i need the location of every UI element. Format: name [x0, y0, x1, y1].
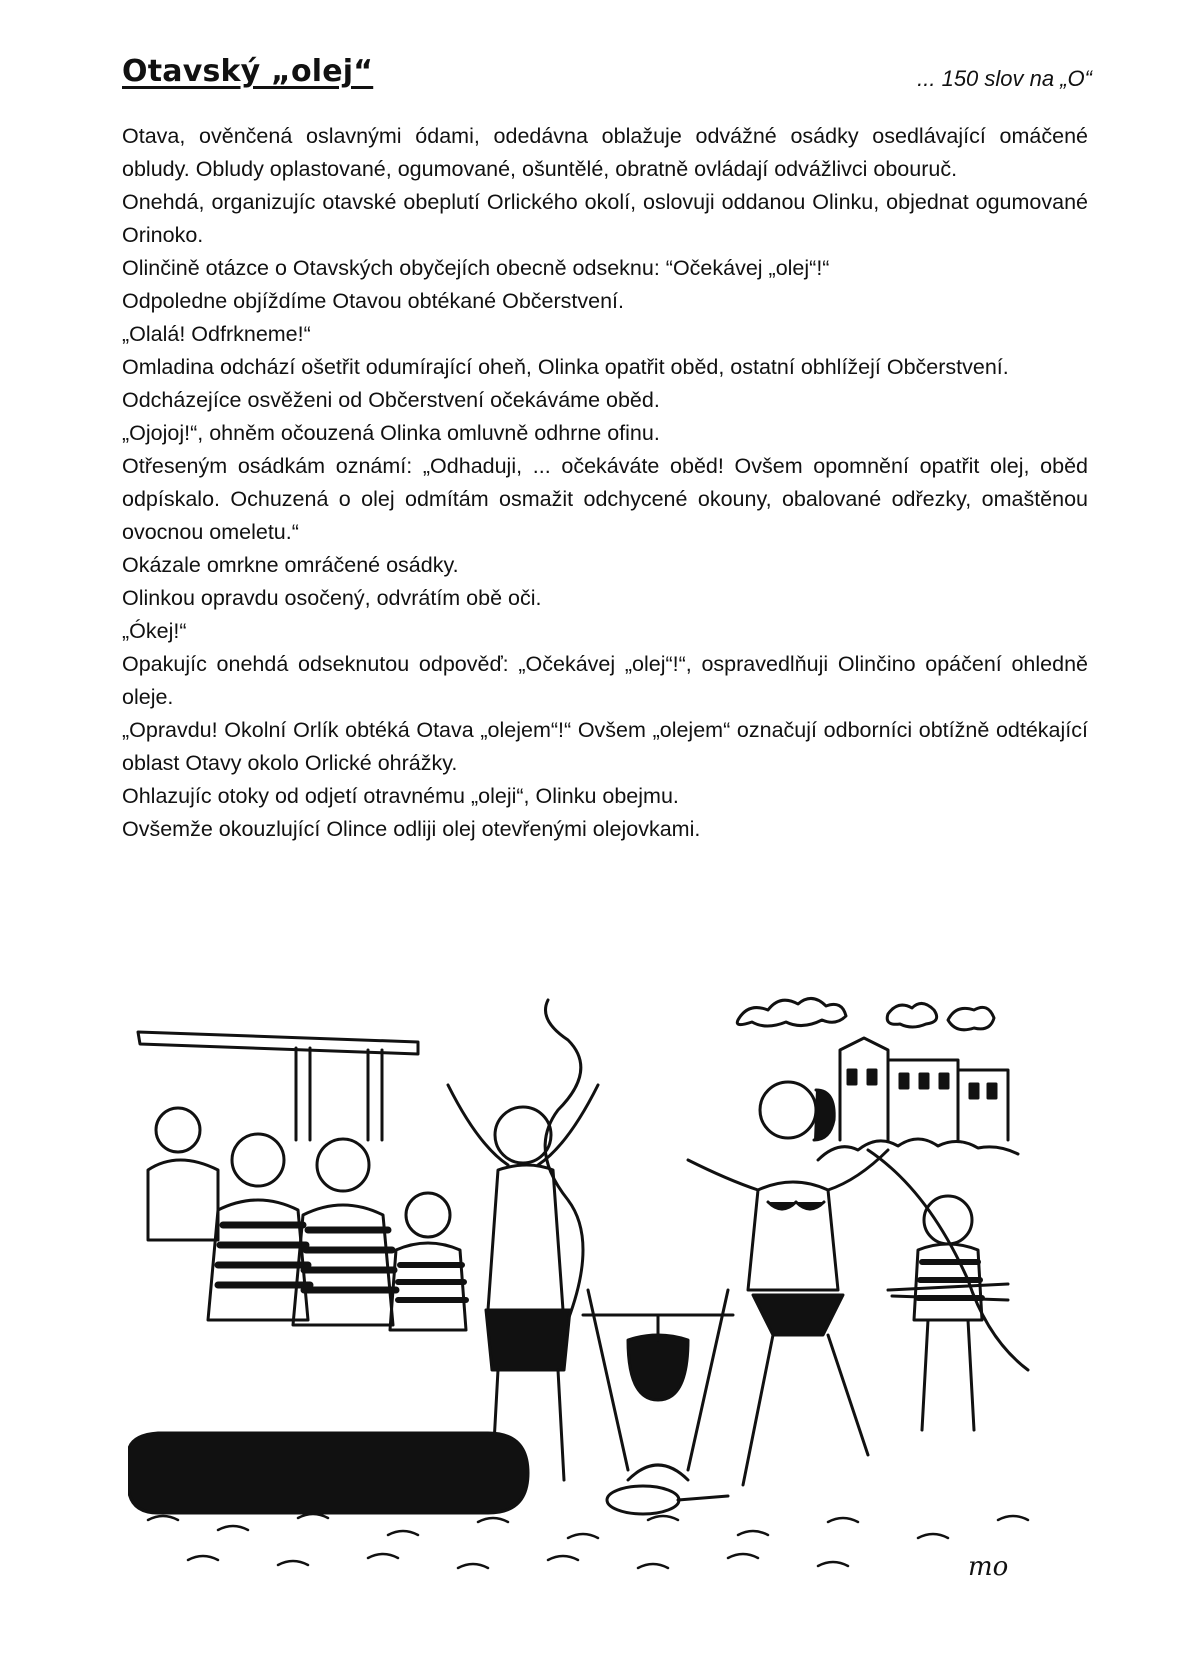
story-paragraph: Omladina odchází ošetřit odumírající oheň, Olinka opatřit oběd, ostatní obhlížejí Občerstvení. [122, 355, 1009, 379]
sailors-group [148, 1108, 466, 1330]
story-paragraph: „Olalá! Odfrkneme!“ [122, 322, 311, 346]
story-paragraph: Ovšemže okouzlující Olince odliji olej otevřenými olejovkami. [122, 817, 701, 841]
story-paragraph: Otava, ověnčená oslavnými ódami, odedávna oblažuje odvážné osádky osedlávající omáčené obludy. Obludy oplastované, ogumované, ošuntělé, obratně ovládají odvážlivci obouruč. [122, 124, 1088, 181]
story-paragraph: Odcházejíce osvěženi od Občerstvení očekáváme oběd. [122, 388, 660, 412]
story-paragraph: Odpoledne objíždíme Otavou obtékané Občerstvení. [122, 289, 624, 313]
pier [138, 1032, 418, 1140]
steam [545, 1000, 583, 1320]
story-paragraph: „Ókej!“ [122, 619, 187, 643]
woman-figure [688, 1082, 888, 1485]
artist-signature: mo [968, 1552, 1009, 1582]
story-paragraph: „Ojojoj!“, ohněm očouzená Olinka omluvně odhrne ofinu. [122, 421, 660, 445]
page-subtitle: ... 150 slov na „O“ [917, 66, 1092, 91]
story-paragraph: Olinčině otázce o Otavských obyčejích obecně odseknu: “Očekávej „olej“!“ [122, 256, 830, 280]
inflatable-boat [128, 1433, 528, 1513]
man-arms-raised [448, 1085, 598, 1480]
boy-with-sticks [888, 1196, 1008, 1430]
story-paragraph: Otřeseným osádkám oznámí: „Odhaduji, ... očekáváte oběd! Ovšem opomnění opatřit olej, oběd odpískalo. Ochuzená o olej odmítám osmažit odchycené okouny, obalované odřezky, omaštěnou ovocnou omeletu.“ [122, 454, 1088, 544]
story-paragraph: Onehdá, organizujíc otavské obeplutí Orlického okolí, oslovuji oddanou Olinku, objednat ogumované Orinoko. [122, 190, 1088, 247]
clouds [737, 998, 994, 1029]
story-paragraph: Okázale omrkne omráčené osádky. [122, 553, 459, 577]
story-paragraph: Ohlazujíc otoky od odjetí otravnému „oleji“, Olinku obejmu. [122, 784, 679, 808]
water-waves [148, 1514, 1028, 1568]
cartoon-drawing [128, 990, 1092, 1590]
story-paragraph: Olinkou opravdu osočený, odvrátím obě oči. [122, 586, 542, 610]
cooking-pot [583, 1290, 733, 1514]
story-text [122, 120, 1088, 846]
story-paragraph: „Opravdu! Okolní Orlík obtéká Otava „olejem“!“ Ovšem „olejem“ označují odborníci obtížně odtékající oblast Otavy okolo Orlické ohrážky. [122, 718, 1088, 775]
cartoon-illustration [128, 990, 1092, 1590]
story-paragraph: Opakujíc onehdá odseknutou odpověď: „Očekávej „olej“!“, ospravedlňuji Olinčino opáčení ohledně oleje. [122, 652, 1088, 709]
page-title: Otavský „olej“ [122, 54, 374, 89]
